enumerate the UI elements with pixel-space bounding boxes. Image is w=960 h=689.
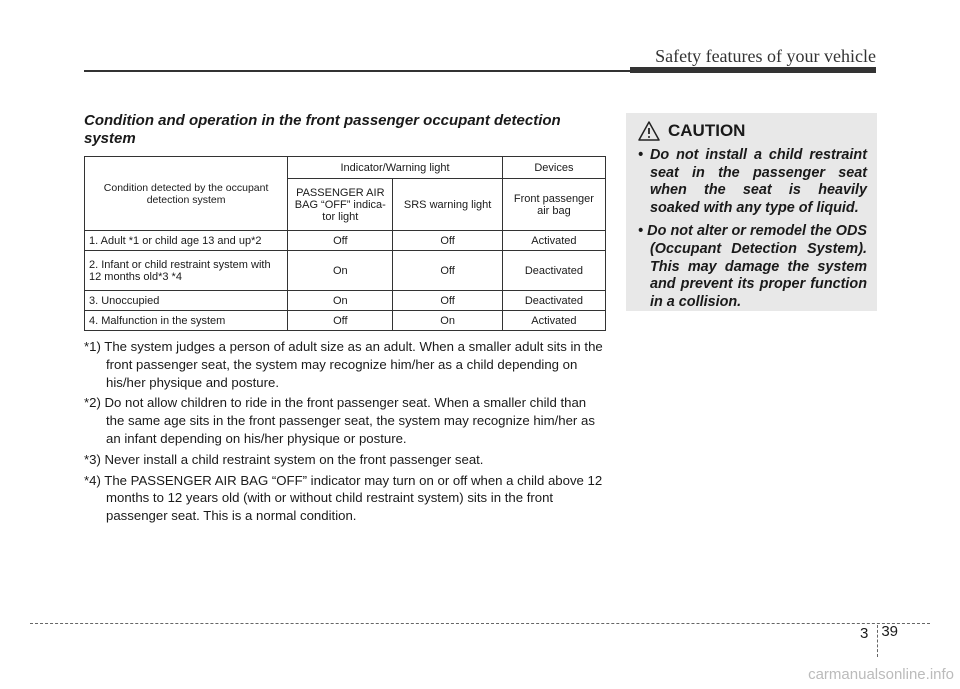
table-row: [85, 231, 606, 251]
footnote: *2) Do not allow children to ride in the front passenger seat. When a smaller child than the same age sits in the front passenger seat, the system may recognize him/her as an infant depending on his/her physique or posture.: [84, 395, 595, 446]
caution-item: • Do not install a child restraint seat in the passenger seat when the seat is heavily soaked with any type of liquid.: [638, 147, 867, 216]
table-row: [85, 251, 606, 291]
row-airbag: Deactivated: [502, 251, 605, 291]
row-condition: 3. Unoccupied: [85, 291, 288, 311]
table-row: [85, 291, 606, 311]
footnote: *3) Never install a child restraint system on the front passenger seat.: [84, 451, 484, 467]
header-rule: [84, 70, 630, 72]
col-indicator-header: PASSENGER AIR BAG “OFF” indica-tor light: [288, 179, 393, 231]
footnotes: [84, 338, 606, 528]
devices-header: Devices: [502, 157, 605, 179]
footer-divider: [30, 623, 930, 624]
row-airbag: Activated: [502, 231, 605, 251]
row-condition: 2. Infant or child restraint system with 12 months old*3 *4: [85, 251, 288, 291]
row-airbag: Activated: [502, 311, 605, 331]
section-title: Condition and operation in the front passenger occupant detection system: [84, 112, 561, 147]
warning-triangle-icon: [638, 121, 660, 141]
col-airbag-header: Front passenger air bag: [502, 179, 605, 231]
header-title: Safety features of your vehicle: [655, 46, 876, 66]
watermark: carmanualsonline.info: [808, 666, 954, 683]
caution-item-text: Do not install a child restraint seat in the passenger seat when the seat is heavily soaked with any type of liquid.: [649, 147, 867, 216]
col-condition-header: Condition detected by the occupant detection system: [85, 157, 288, 231]
row-indicator: Off: [288, 311, 393, 331]
row-srs: Off: [393, 291, 502, 311]
row-indicator: On: [288, 291, 393, 311]
row-condition: 1. Adult *1 or child age 13 and up*2: [85, 231, 288, 251]
caution-header: [634, 121, 867, 141]
caution-box: [626, 113, 877, 311]
page-separator: [877, 625, 878, 657]
row-srs: Off: [393, 251, 502, 291]
ods-table: [84, 156, 606, 331]
row-condition: 4. Malfunction in the system: [85, 311, 288, 331]
row-airbag: Deactivated: [502, 291, 605, 311]
caution-item-text: Do not alter or remodel the ODS (Occupant Detection System). This may damage the system and prevent its proper function in a collision.: [647, 223, 867, 310]
indicator-group-header: Indicator/Warning light: [288, 157, 503, 179]
caution-item: • Do not alter or remodel the ODS (Occupant Detection System). This may damage the system and prevent its proper function in a collision.: [638, 223, 867, 310]
header-bar: [630, 67, 876, 73]
table-row: [85, 311, 606, 331]
row-srs: Off: [393, 231, 502, 251]
footnote: *1) The system judges a person of adult size as an adult. When a smaller adult sits in the front passenger seat, the system may recognize him/her as a child depending on his/her physique and posture.: [84, 339, 603, 390]
page-number: 39: [881, 623, 898, 640]
col-srs-header: SRS warning light: [393, 179, 502, 231]
chapter-number: 3: [860, 625, 869, 642]
row-indicator: Off: [288, 231, 393, 251]
row-indicator: On: [288, 251, 393, 291]
footnote: *4) The PASSENGER AIR BAG “OFF” indicator may turn on or off when a child above 12 months to 12 years old (with or without child restraint system) sits in the front passenger seat. This is a normal condition.: [84, 472, 603, 524]
row-srs: On: [393, 311, 502, 331]
caution-title: CAUTION: [668, 121, 746, 140]
